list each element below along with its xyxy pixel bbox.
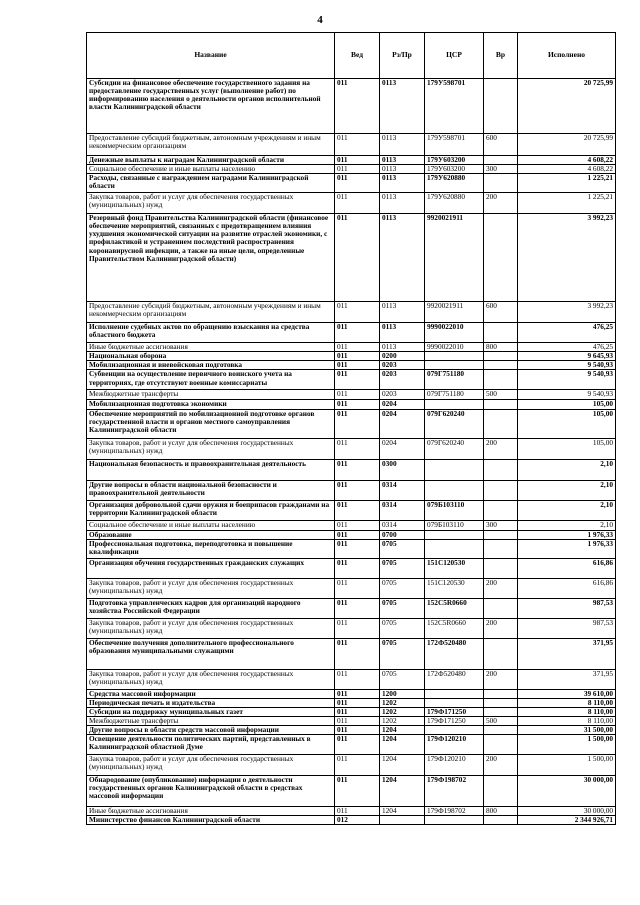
cell-name: Подготовка управленческих кадров для организаций народного хозяйства Российской Федерации bbox=[87, 598, 335, 618]
table-row bbox=[87, 193, 616, 214]
cell-name: Иные бюджетные ассигнования bbox=[87, 807, 335, 816]
table-row bbox=[87, 638, 616, 669]
cell-name: Другие вопросы в области средств массовой информации bbox=[87, 726, 335, 735]
cell-csr bbox=[425, 698, 484, 707]
cell-name: Другие вопросы в области национальной безопасности и правоохранительной деятельности bbox=[87, 480, 335, 500]
cell-csr bbox=[425, 816, 484, 825]
cell-csr: 179У598701 bbox=[425, 134, 484, 156]
col-header-name: Название bbox=[87, 33, 335, 79]
cell-csr bbox=[425, 459, 484, 480]
cell-ved: 011 bbox=[335, 343, 380, 352]
cell-ved: 011 bbox=[335, 707, 380, 716]
cell-rzpr: 0705 bbox=[380, 578, 425, 598]
cell-name: Субвенции на осуществление первичного воинского учета на территориях, где отсутствуют военные комиссариаты bbox=[87, 370, 335, 390]
table-row bbox=[87, 735, 616, 755]
cell-ved: 011 bbox=[335, 500, 380, 520]
cell-amount: 371,95 bbox=[518, 669, 616, 689]
cell-name: Социальное обеспечение и иные выплаты населению bbox=[87, 520, 335, 530]
cell-rzpr: 0113 bbox=[380, 193, 425, 214]
table-row bbox=[87, 698, 616, 707]
table-row bbox=[87, 438, 616, 459]
cell-rzpr: 0204 bbox=[380, 400, 425, 409]
cell-csr: 079Б103110 bbox=[425, 500, 484, 520]
col-header-amount: Исполнено bbox=[518, 33, 616, 79]
cell-csr: 179Ф171250 bbox=[425, 716, 484, 725]
col-header-vr: Вр bbox=[484, 33, 518, 79]
cell-rzpr: 0113 bbox=[380, 79, 425, 134]
table-row bbox=[87, 716, 616, 725]
cell-ved: 011 bbox=[335, 698, 380, 707]
cell-rzpr: 0705 bbox=[380, 539, 425, 558]
page-number: 4 bbox=[317, 14, 323, 26]
cell-amount: 616,86 bbox=[518, 578, 616, 598]
cell-rzpr: 1204 bbox=[380, 807, 425, 816]
cell-name: Мобилизационная и вневойсковая подготовка bbox=[87, 361, 335, 370]
table-row bbox=[87, 361, 616, 370]
cell-vr: 800 bbox=[484, 807, 518, 816]
table-row bbox=[87, 459, 616, 480]
cell-name: Закупка товаров, работ и услуг для обеспечения государственных (муниципальных) нужд bbox=[87, 578, 335, 598]
table-row bbox=[87, 539, 616, 558]
cell-amount: 476,25 bbox=[518, 323, 616, 343]
table-row bbox=[87, 500, 616, 520]
cell-amount: 4 608,22 bbox=[518, 156, 616, 165]
cell-csr: 179У598701 bbox=[425, 79, 484, 134]
cell-ved: 011 bbox=[335, 79, 380, 134]
table-row bbox=[87, 134, 616, 156]
table-row bbox=[87, 520, 616, 530]
cell-amount: 1 500,00 bbox=[518, 755, 616, 776]
cell-vr: 300 bbox=[484, 520, 518, 530]
cell-rzpr: 0705 bbox=[380, 669, 425, 689]
cell-rzpr: 0705 bbox=[380, 598, 425, 618]
cell-name: Закупка товаров, работ и услуг для обеспечения государственных (муниципальных) нужд bbox=[87, 438, 335, 459]
cell-ved: 011 bbox=[335, 726, 380, 735]
cell-vr bbox=[484, 598, 518, 618]
cell-csr: 079Г751180 bbox=[425, 390, 484, 400]
cell-rzpr: 0113 bbox=[380, 134, 425, 156]
cell-amount: 2,10 bbox=[518, 480, 616, 500]
cell-rzpr: 0113 bbox=[380, 302, 425, 323]
table-row bbox=[87, 174, 616, 193]
cell-vr: 200 bbox=[484, 578, 518, 598]
table-row bbox=[87, 689, 616, 698]
cell-amount: 9 645,93 bbox=[518, 352, 616, 361]
cell-vr bbox=[484, 370, 518, 390]
table-row bbox=[87, 390, 616, 400]
cell-csr: 9990022010 bbox=[425, 343, 484, 352]
cell-name: Межбюджетные трансферты bbox=[87, 716, 335, 725]
cell-ved: 011 bbox=[335, 390, 380, 400]
cell-csr: 079Г751180 bbox=[425, 370, 484, 390]
table-row bbox=[87, 755, 616, 776]
cell-ved: 011 bbox=[335, 618, 380, 638]
cell-vr: 600 bbox=[484, 134, 518, 156]
cell-rzpr: 0705 bbox=[380, 618, 425, 638]
header-row bbox=[87, 33, 616, 79]
cell-name: Обнародование (опубликование) информации о деятельности государственных органов Калининградской области в средствах массовой информации bbox=[87, 776, 335, 807]
cell-name: Национальная оборона bbox=[87, 352, 335, 361]
cell-ved: 011 bbox=[335, 776, 380, 807]
cell-csr: 179У620880 bbox=[425, 193, 484, 214]
cell-name: Средства массовой информации bbox=[87, 689, 335, 698]
cell-rzpr: 0204 bbox=[380, 409, 425, 438]
cell-csr: 152С5R0660 bbox=[425, 598, 484, 618]
cell-ved: 011 bbox=[335, 807, 380, 816]
cell-amount: 1 976,33 bbox=[518, 530, 616, 539]
cell-csr bbox=[425, 480, 484, 500]
cell-rzpr: 1200 bbox=[380, 689, 425, 698]
cell-rzpr: 0203 bbox=[380, 390, 425, 400]
cell-csr: 9990022010 bbox=[425, 323, 484, 343]
table-row bbox=[87, 816, 616, 825]
cell-name: Освещение деятельности политических партий, представленных в Калининградской областной Думе bbox=[87, 735, 335, 755]
cell-amount: 2 344 926,71 bbox=[518, 816, 616, 825]
cell-ved: 011 bbox=[335, 323, 380, 343]
cell-csr: 172Ф520480 bbox=[425, 669, 484, 689]
cell-name: Исполнение судебных актов по обращению взыскания на средства областного бюджета bbox=[87, 323, 335, 343]
cell-amount: 371,95 bbox=[518, 638, 616, 669]
cell-amount: 30 000,00 bbox=[518, 807, 616, 816]
cell-amount: 2,10 bbox=[518, 520, 616, 530]
cell-ved: 011 bbox=[335, 400, 380, 409]
cell-ved: 011 bbox=[335, 409, 380, 438]
cell-vr bbox=[484, 698, 518, 707]
table-row bbox=[87, 409, 616, 438]
cell-vr: 200 bbox=[484, 193, 518, 214]
cell-vr bbox=[484, 480, 518, 500]
cell-csr bbox=[425, 400, 484, 409]
cell-vr: 800 bbox=[484, 343, 518, 352]
cell-amount: 987,53 bbox=[518, 618, 616, 638]
cell-amount: 20 725,99 bbox=[518, 79, 616, 134]
cell-rzpr: 0113 bbox=[380, 156, 425, 165]
cell-name: Закупка товаров, работ и услуг для обеспечения государственных (муниципальных) нужд bbox=[87, 193, 335, 214]
cell-rzpr: 0300 bbox=[380, 459, 425, 480]
cell-vr bbox=[484, 214, 518, 302]
cell-rzpr: 1202 bbox=[380, 707, 425, 716]
cell-ved: 011 bbox=[335, 438, 380, 459]
cell-ved: 011 bbox=[335, 361, 380, 370]
cell-csr: 9920021911 bbox=[425, 214, 484, 302]
cell-rzpr: 0705 bbox=[380, 558, 425, 578]
cell-amount: 1 225,21 bbox=[518, 193, 616, 214]
cell-ved: 011 bbox=[335, 755, 380, 776]
cell-csr: 179Ф120210 bbox=[425, 755, 484, 776]
cell-name: Закупка товаров, работ и услуг для обеспечения государственных (муниципальных) нужд bbox=[87, 669, 335, 689]
cell-name: Закупка товаров, работ и услуг для обеспечения государственных (муниципальных) нужд bbox=[87, 755, 335, 776]
cell-csr: 079Г620240 bbox=[425, 409, 484, 438]
cell-ved: 011 bbox=[335, 716, 380, 725]
cell-ved: 011 bbox=[335, 370, 380, 390]
cell-amount: 8 110,00 bbox=[518, 716, 616, 725]
cell-csr: 179Ф120210 bbox=[425, 735, 484, 755]
cell-name: Министерство финансов Калининградской области bbox=[87, 816, 335, 825]
cell-vr: 200 bbox=[484, 755, 518, 776]
cell-amount: 9 540,93 bbox=[518, 390, 616, 400]
cell-vr bbox=[484, 352, 518, 361]
cell-vr bbox=[484, 816, 518, 825]
table-row bbox=[87, 480, 616, 500]
cell-rzpr: 1202 bbox=[380, 716, 425, 725]
cell-name: Периодическая печать и издательства bbox=[87, 698, 335, 707]
cell-amount: 2,10 bbox=[518, 459, 616, 480]
cell-name: Социальное обеспечение и иные выплаты населению bbox=[87, 165, 335, 174]
cell-ved: 011 bbox=[335, 352, 380, 361]
cell-ved: 011 bbox=[335, 480, 380, 500]
table-row bbox=[87, 214, 616, 302]
cell-ved: 011 bbox=[335, 530, 380, 539]
table-row bbox=[87, 776, 616, 807]
cell-vr bbox=[484, 726, 518, 735]
cell-vr bbox=[484, 459, 518, 480]
cell-amount: 9 540,93 bbox=[518, 370, 616, 390]
cell-vr bbox=[484, 530, 518, 539]
table-row bbox=[87, 400, 616, 409]
cell-ved: 011 bbox=[335, 520, 380, 530]
cell-amount: 9 540,93 bbox=[518, 361, 616, 370]
cell-csr: 179У603200 bbox=[425, 156, 484, 165]
cell-csr bbox=[425, 539, 484, 558]
cell-amount: 105,00 bbox=[518, 409, 616, 438]
cell-rzpr: 0705 bbox=[380, 638, 425, 669]
cell-name: Профессиональная подготовка, переподготовка и повышение квалификации bbox=[87, 539, 335, 558]
cell-vr: 300 bbox=[484, 165, 518, 174]
table-row bbox=[87, 807, 616, 816]
cell-amount: 476,25 bbox=[518, 343, 616, 352]
cell-csr: 172Ф520480 bbox=[425, 638, 484, 669]
table-row bbox=[87, 558, 616, 578]
cell-rzpr: 1204 bbox=[380, 755, 425, 776]
cell-ved: 011 bbox=[335, 165, 380, 174]
cell-ved: 011 bbox=[335, 134, 380, 156]
table-row bbox=[87, 707, 616, 716]
cell-amount: 20 725,99 bbox=[518, 134, 616, 156]
cell-rzpr: 0314 bbox=[380, 500, 425, 520]
cell-amount: 1 500,00 bbox=[518, 735, 616, 755]
cell-rzpr: 0203 bbox=[380, 370, 425, 390]
cell-amount: 3 992,23 bbox=[518, 302, 616, 323]
table-row bbox=[87, 618, 616, 638]
cell-amount: 616,86 bbox=[518, 558, 616, 578]
cell-rzpr: 0113 bbox=[380, 323, 425, 343]
table-row bbox=[87, 352, 616, 361]
cell-vr: 600 bbox=[484, 302, 518, 323]
cell-rzpr: 1204 bbox=[380, 776, 425, 807]
cell-vr: 200 bbox=[484, 618, 518, 638]
cell-rzpr: 0204 bbox=[380, 438, 425, 459]
cell-ved: 011 bbox=[335, 174, 380, 193]
cell-name: Закупка товаров, работ и услуг для обеспечения государственных (муниципальных) нужд bbox=[87, 618, 335, 638]
cell-csr bbox=[425, 726, 484, 735]
cell-ved: 011 bbox=[335, 638, 380, 669]
table-row bbox=[87, 578, 616, 598]
cell-ved: 011 bbox=[335, 669, 380, 689]
cell-rzpr: 0700 bbox=[380, 530, 425, 539]
cell-ved: 011 bbox=[335, 735, 380, 755]
cell-vr bbox=[484, 638, 518, 669]
cell-amount: 8 110,00 bbox=[518, 698, 616, 707]
cell-rzpr: 1204 bbox=[380, 735, 425, 755]
cell-vr bbox=[484, 409, 518, 438]
cell-vr bbox=[484, 323, 518, 343]
table-row bbox=[87, 343, 616, 352]
cell-amount: 39 610,00 bbox=[518, 689, 616, 698]
table-row bbox=[87, 669, 616, 689]
cell-name: Денежные выплаты к наградам Калининградской области bbox=[87, 156, 335, 165]
cell-csr: 179У603200 bbox=[425, 165, 484, 174]
table-row bbox=[87, 302, 616, 323]
cell-vr bbox=[484, 500, 518, 520]
cell-amount: 987,53 bbox=[518, 598, 616, 618]
cell-rzpr: 1202 bbox=[380, 698, 425, 707]
cell-name: Субсидии на финансовое обеспечение государственного задания на предоставление государственных услуг (выполнение работ) по информированию населения о деятельности органов исполнительной власти Калининградской области bbox=[87, 79, 335, 134]
col-header-ved: Вед bbox=[335, 33, 380, 79]
cell-name: Национальная безопасность и правоохранительная деятельность bbox=[87, 459, 335, 480]
col-header-rzpr: Рз/Пр bbox=[380, 33, 425, 79]
cell-name: Субсидии на поддержку муниципальных газет bbox=[87, 707, 335, 716]
cell-amount: 105,00 bbox=[518, 438, 616, 459]
cell-vr: 200 bbox=[484, 438, 518, 459]
cell-vr: 500 bbox=[484, 390, 518, 400]
cell-csr: 151С120530 bbox=[425, 578, 484, 598]
cell-vr bbox=[484, 156, 518, 165]
cell-rzpr bbox=[380, 816, 425, 825]
table-row bbox=[87, 726, 616, 735]
cell-name: Мобилизационная подготовка экономики bbox=[87, 400, 335, 409]
cell-amount: 2,10 bbox=[518, 500, 616, 520]
cell-name: Резервный фонд Правительства Калининградской области (финансовое обеспечение мероприятий, связанных с предотвращением влияния ухудшения экономической ситуации на развитие отраслей экономики, с профилактикой и устранением последствий распространения коронавирусной инфекции, а также на иные цели, определенные Правительством Калининградской области) bbox=[87, 214, 335, 302]
cell-amount: 105,00 bbox=[518, 400, 616, 409]
cell-csr bbox=[425, 689, 484, 698]
cell-ved: 011 bbox=[335, 302, 380, 323]
cell-ved: 011 bbox=[335, 193, 380, 214]
cell-vr bbox=[484, 539, 518, 558]
cell-csr bbox=[425, 352, 484, 361]
cell-ved: 012 bbox=[335, 816, 380, 825]
cell-csr: 152С5R0660 bbox=[425, 618, 484, 638]
cell-amount: 31 500,00 bbox=[518, 726, 616, 735]
cell-rzpr: 0113 bbox=[380, 343, 425, 352]
cell-csr: 179Ф198702 bbox=[425, 807, 484, 816]
cell-vr bbox=[484, 776, 518, 807]
cell-amount: 1 976,33 bbox=[518, 539, 616, 558]
table-row bbox=[87, 156, 616, 165]
cell-ved: 011 bbox=[335, 689, 380, 698]
cell-rzpr: 0203 bbox=[380, 361, 425, 370]
cell-amount: 1 225,21 bbox=[518, 174, 616, 193]
cell-rzpr: 0200 bbox=[380, 352, 425, 361]
cell-rzpr: 0113 bbox=[380, 165, 425, 174]
cell-ved: 011 bbox=[335, 156, 380, 165]
table-row bbox=[87, 370, 616, 390]
cell-ved: 011 bbox=[335, 578, 380, 598]
cell-name: Предоставление субсидий бюджетным, автономным учреждениям и иным некоммерческим организациям bbox=[87, 134, 335, 156]
cell-vr bbox=[484, 174, 518, 193]
budget-table bbox=[86, 32, 616, 825]
cell-vr: 200 bbox=[484, 669, 518, 689]
cell-vr bbox=[484, 400, 518, 409]
cell-name: Образование bbox=[87, 530, 335, 539]
cell-csr: 079Г620240 bbox=[425, 438, 484, 459]
cell-csr bbox=[425, 530, 484, 539]
cell-vr bbox=[484, 558, 518, 578]
cell-name: Обеспечение получения дополнительного профессионального образования муниципальными служащими bbox=[87, 638, 335, 669]
cell-rzpr: 0314 bbox=[380, 480, 425, 500]
cell-amount: 30 000,00 bbox=[518, 776, 616, 807]
cell-name: Организация добровольной сдачи оружия и боеприпасов гражданами на территории Калининградской области bbox=[87, 500, 335, 520]
cell-ved: 011 bbox=[335, 558, 380, 578]
cell-name: Организация обучения государственных гражданских служащих bbox=[87, 558, 335, 578]
cell-ved: 011 bbox=[335, 459, 380, 480]
cell-csr: 179Ф198702 bbox=[425, 776, 484, 807]
col-header-csr: ЦСР bbox=[425, 33, 484, 79]
cell-rzpr: 0113 bbox=[380, 174, 425, 193]
cell-csr: 9920021911 bbox=[425, 302, 484, 323]
cell-name: Расходы, связанные с награждением наградами Калининградской области bbox=[87, 174, 335, 193]
cell-rzpr: 0113 bbox=[380, 214, 425, 302]
cell-amount: 3 992,23 bbox=[518, 214, 616, 302]
cell-name: Предоставление субсидий бюджетным, автономным учреждениям и иным некоммерческим организациям bbox=[87, 302, 335, 323]
cell-vr bbox=[484, 735, 518, 755]
table-row bbox=[87, 165, 616, 174]
cell-vr bbox=[484, 361, 518, 370]
cell-vr: 500 bbox=[484, 716, 518, 725]
cell-ved: 011 bbox=[335, 214, 380, 302]
cell-amount: 4 608,22 bbox=[518, 165, 616, 174]
cell-csr bbox=[425, 361, 484, 370]
cell-amount: 8 110,00 bbox=[518, 707, 616, 716]
table-row bbox=[87, 79, 616, 134]
cell-vr bbox=[484, 689, 518, 698]
cell-csr: 079Б103110 bbox=[425, 520, 484, 530]
table-row bbox=[87, 598, 616, 618]
cell-name: Обеспечение мероприятий по мобилизационной подготовке органов государственной власти и органов местного самоуправления Калининградской области bbox=[87, 409, 335, 438]
cell-name: Межбюджетные трансферты bbox=[87, 390, 335, 400]
table-row bbox=[87, 530, 616, 539]
cell-rzpr: 1204 bbox=[380, 726, 425, 735]
cell-ved: 011 bbox=[335, 598, 380, 618]
cell-vr bbox=[484, 707, 518, 716]
table-row bbox=[87, 323, 616, 343]
cell-csr: 179У620880 bbox=[425, 174, 484, 193]
cell-csr: 179Ф171250 bbox=[425, 707, 484, 716]
cell-ved: 011 bbox=[335, 539, 380, 558]
cell-csr: 151С120530 bbox=[425, 558, 484, 578]
cell-name: Иные бюджетные ассигнования bbox=[87, 343, 335, 352]
cell-rzpr: 0314 bbox=[380, 520, 425, 530]
cell-vr bbox=[484, 79, 518, 134]
